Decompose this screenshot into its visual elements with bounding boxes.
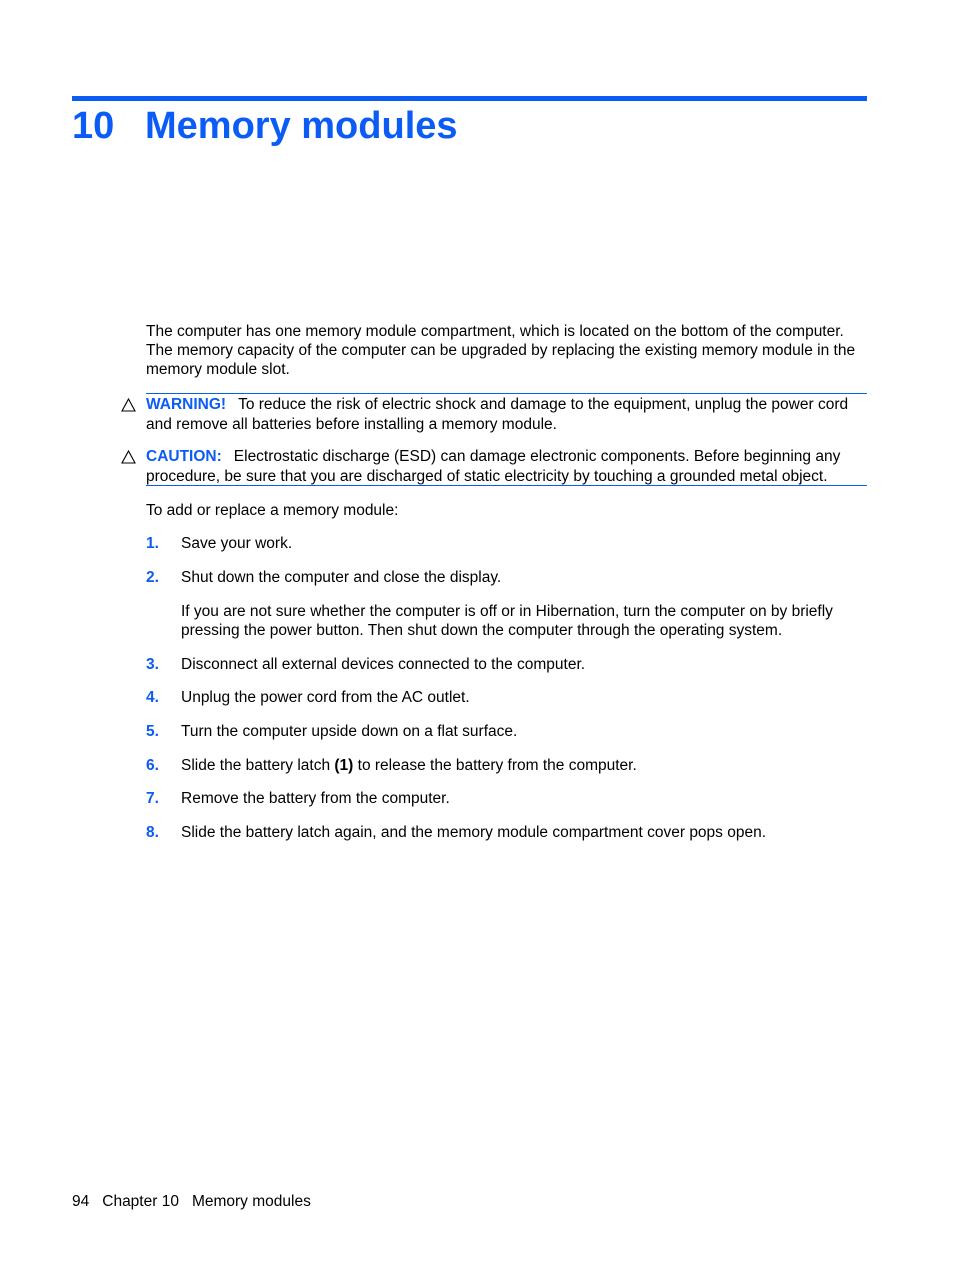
page-footer — [72, 1193, 324, 1211]
warning-notice — [146, 395, 867, 434]
warning-text: To reduce the risk of electric shock and damage to the equipment, unplug the power cord and remove all batteries before installing a memory module. — [146, 396, 849, 433]
step-text — [181, 756, 867, 775]
caution-icon — [121, 450, 136, 464]
step-text: Unplug the power cord from the AC outlet. — [181, 689, 470, 706]
chapter-title-text: Memory modules — [145, 105, 458, 147]
chapter-title — [72, 102, 458, 150]
step-text: Disconnect all external devices connected to the computer. — [181, 656, 586, 673]
step-number: 7. — [146, 790, 159, 807]
step-number: 2. — [146, 569, 159, 586]
footer-chapter: Chapter 10 — [102, 1193, 179, 1210]
step-number: 4. — [146, 689, 159, 706]
step-number: 6. — [146, 757, 159, 774]
footer-title: Memory modules — [191, 1193, 311, 1210]
intro-paragraph: The computer has one memory module compartment, which is located on the bottom of the computer. The memory capacity of the computer can be upgraded by replacing the existing memory module in the memory module slot. — [146, 323, 856, 378]
step-number: 3. — [146, 656, 159, 673]
warning-icon — [121, 398, 136, 412]
step-text: Slide the battery latch again, and the memory module compartment cover pops open. — [181, 824, 767, 841]
step-text: Turn the computer upside down on a flat surface. — [181, 723, 518, 740]
chapter-number: 10 — [72, 105, 115, 147]
step-callout: (1) — [334, 757, 354, 774]
step-text-after: to release the battery from the computer. — [353, 757, 637, 774]
caution-notice — [146, 447, 867, 486]
step-number: 5. — [146, 723, 159, 740]
step-number: 1. — [146, 535, 159, 552]
step-note: If you are not sure whether the computer is off or in Hibernation, turn the computer on by briefly pressing the power button. Then shut down the computer through the operating system. — [181, 603, 833, 639]
step-text: Remove the battery from the computer. — [181, 790, 450, 807]
step-text: Shut down the computer and close the display. — [181, 569, 502, 586]
page-number: 94 — [72, 1193, 90, 1210]
step-text: Save your work. — [181, 535, 293, 552]
step-text-before: Slide the battery latch — [181, 757, 335, 774]
step-number: 8. — [146, 824, 159, 841]
steps-intro: To add or replace a memory module: — [146, 502, 399, 519]
warning-label: WARNING! — [146, 396, 227, 413]
caution-text: Electrostatic discharge (ESD) can damage electronic components. Before beginning any procedure, be sure that you are discharged of static electricity by touching a grounded metal object. — [146, 448, 841, 485]
title-rule — [72, 96, 867, 101]
caution-label: CAUTION: — [146, 448, 222, 465]
